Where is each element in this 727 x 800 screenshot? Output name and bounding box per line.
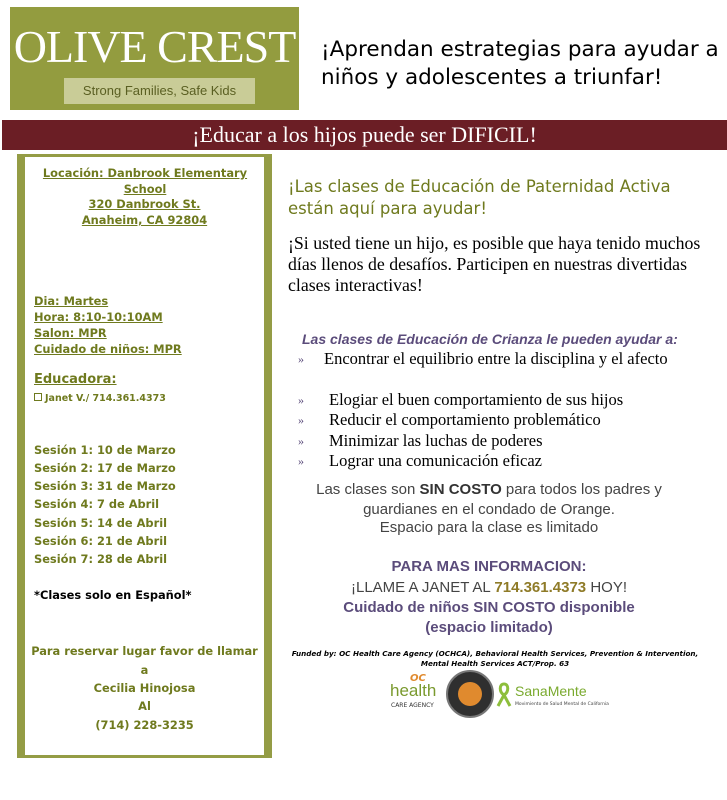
reserve-line-1: Para reservar lugar favor de llamar [31,644,258,658]
reserve-line-4: Al [138,699,151,713]
olive-crest-logo [10,7,299,110]
session-6: Sesión 6: 21 de Abril [34,534,168,548]
oc-small: OC [410,673,426,684]
address-city: Anaheim, CA 92804 [81,213,208,227]
session-7: Sesión 7: 28 de Abril [34,552,168,566]
more-info-heading: PARA MAS INFORMACION: [391,558,587,575]
funding-line-1: Funded by: OC Health Care Agency (OCHCA), Behavioral Health Services, Prevention & Intervention, [291,649,699,658]
cost-text-c: para todos los padres y guardianes en el condado de Orange. [363,481,662,518]
bullet-icon: » [298,352,304,366]
intro-paragraph: ¡Si usted tiene un hijo, es posible que haya tenido muchos días llenos de desafíos. Participen en nuestras divertidas clases interactivas! [288,233,701,295]
sanamente-logo [495,682,610,712]
county-seal [446,670,494,718]
cost-info [284,480,694,520]
space-limited: Espacio para la clase es limitado [379,519,599,536]
address-street: 320 Danbrook St. [88,197,201,211]
call-phone: 714.361.4373 [494,579,587,596]
educator-label: Educadora: [34,372,117,387]
cost-free: SIN COSTO [419,481,502,498]
benefits-subheading: Las clases de Educación de Crianza le pueden ayudar a: [302,331,678,347]
benefit-text: Minimizar las luchas de poderes [329,431,543,450]
call-text-c: HOY! [586,579,627,596]
bullet-icon: » [298,413,304,427]
main-heading: ¡Las clases de Educación de Paternidad Activa están aquí para ayudar! [288,177,671,218]
benefit-item [298,349,718,389]
benefit-text: Elogiar el buen comportamiento de sus hijos [329,390,624,409]
bullet-icon: » [298,434,304,448]
sidebar-panel [25,157,264,755]
bullet-icon: » [298,393,304,407]
educator-name: Janet V./ 714.361.4373 [45,393,166,404]
benefit-text: Encontrar el equilibrio entre la disciplina y el afecto [324,349,668,368]
logo-tagline: Strong Families, Safe Kids [64,78,255,104]
reserve-contact: Cecilia Hinojosa [93,681,196,695]
oc-health-logo [388,673,442,713]
seal-center [458,682,482,706]
benefit-text: Lograr una comunicación eficaz [329,451,543,470]
class-hour: Hora: 8:10-10:10AM [34,310,163,324]
funding-note [285,649,705,669]
sanamente-sub: Movimiento de Salud Mental de California [515,702,609,707]
cost-text-a: Las clases son [316,481,420,498]
reserve-line-2: a [140,663,149,677]
banner [2,120,727,150]
session-5: Sesión 5: 14 de Abril [34,516,168,530]
checkbox-icon [34,393,42,401]
ribbon-icon [495,682,513,708]
class-room: Salon: MPR [34,326,107,340]
spanish-only-note: *Clases solo en Español* [34,588,192,602]
session-4: Sesión 4: 7 de Abril [34,497,160,511]
bullet-icon: » [298,454,304,468]
call-text-a: ¡LLAME A JANET AL [350,579,495,596]
location-name: Locación: Danbrook Elementary School [42,166,248,196]
limited-space: (espacio limitado) [425,619,553,636]
benefit-text: Reducir el comportamiento problemático [329,410,601,429]
reserve-phone: (714) 228-3235 [95,718,194,732]
sanamente-name: SanaMente [515,683,587,699]
session-2: Sesión 2: 17 de Marzo [34,461,176,475]
banner-text: ¡Educar a los hijos puede ser DIFICIL! [192,122,537,147]
oc-agency: CARE AGENCY [391,702,434,709]
logo-name: OLIVE CREST [13,21,296,72]
oc-health-word: health [390,681,437,700]
headline: ¡Aprendan estrategias para ayudar a niños y adolescentes a triunfar! [321,37,719,90]
childcare-room: Cuidado de niños: MPR [34,342,182,356]
funding-line-2: Mental Health Services ACT/Prop. 63 [420,659,570,668]
session-1: Sesión 1: 10 de Marzo [34,443,176,457]
sidebar [17,154,272,758]
free-childcare: Cuidado de niños SIN COSTO disponible [343,599,635,616]
class-day: Dia: Martes [34,294,109,308]
call-line [284,578,694,598]
session-3: Sesión 3: 31 de Marzo [34,479,176,493]
educator-line [34,393,259,404]
